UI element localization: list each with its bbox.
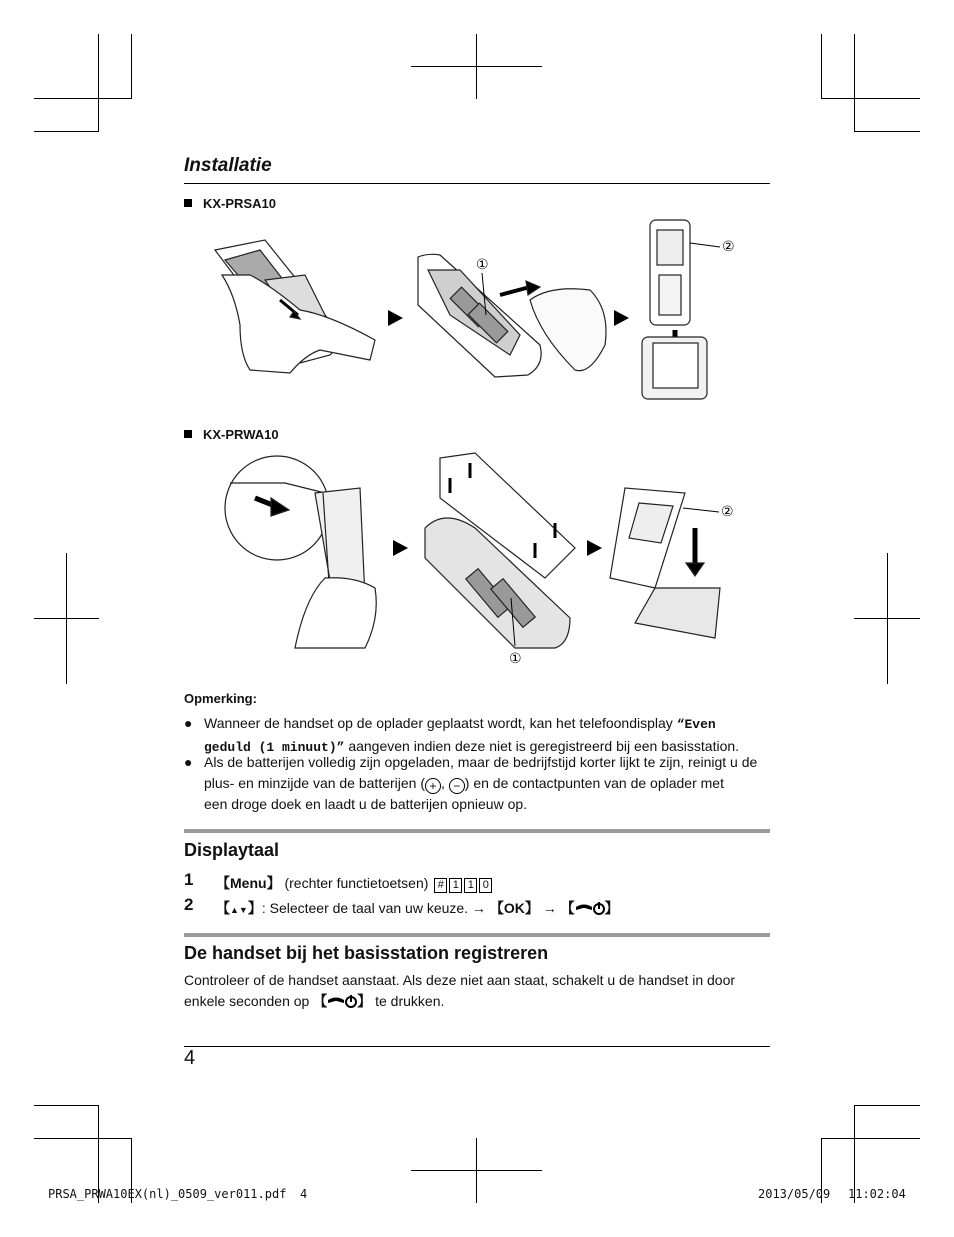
prwa10-installation-illustration bbox=[215, 448, 735, 668]
ok-key-label: OK bbox=[503, 900, 525, 916]
footer-page: 4 bbox=[300, 1187, 308, 1201]
menu-key-label: Menu bbox=[230, 875, 267, 891]
display-message: geduld (1 minuut)” bbox=[204, 739, 345, 755]
hand-cover-removal-image bbox=[225, 456, 376, 648]
paragraph-text: te drukken. bbox=[371, 992, 445, 1009]
battery-compartment-image bbox=[418, 254, 606, 377]
bullet-text: Wanneer de handset op de oplader geplaatst wordt, kan het telefoondisplay bbox=[204, 715, 677, 731]
section-divider bbox=[184, 829, 770, 833]
one-key: 1 bbox=[449, 878, 462, 893]
paragraph-text: enkele seconden op bbox=[184, 992, 314, 1009]
step-text: 【▲▼】: Selecteer de taal van uw keuze. → 【OK】 → 【 】 bbox=[216, 900, 619, 916]
arrow-icon: → bbox=[471, 900, 486, 916]
model-label-prsa10 bbox=[184, 196, 276, 211]
section-divider bbox=[184, 933, 770, 937]
section-header: Installatie bbox=[184, 155, 272, 176]
model-label-prwa10 bbox=[184, 427, 279, 442]
register-paragraph: Controleer of de handset aanstaat. Als deze niet aan staat, schakelt u de handset in door enkele seconden op 【 】 te drukken. bbox=[184, 972, 736, 1009]
register-title: De handset bij het basisstation registreren bbox=[184, 943, 549, 963]
off-power-key-icon bbox=[327, 994, 357, 1008]
footer-rule bbox=[184, 1046, 770, 1047]
bullet-text: aangeven indien deze niet is geregistreerd bij een basisstation. bbox=[344, 737, 740, 754]
minus-icon: − bbox=[449, 778, 465, 794]
step-arrow-icon bbox=[614, 310, 629, 326]
page-number: 4 bbox=[184, 1047, 196, 1069]
step-number: 2 bbox=[184, 895, 194, 914]
hand-cover-removal-image bbox=[215, 240, 375, 373]
model-label-text: KX-PRSA10 bbox=[203, 196, 276, 211]
callout-two: ② bbox=[721, 504, 734, 520]
step-arrow-icon bbox=[587, 540, 602, 556]
footer-date: 2013/05/09 bbox=[758, 1187, 831, 1201]
handset-charger-image bbox=[642, 220, 707, 399]
note-bullet: ● Als de batterijen volledig zijn opgeladen, maar de bedrijfstijd korter lijkt te zijn, reinigt u de plus- en minzijde van de batterijen ( + , − ) en de contactpunten van de oplader met een droge doek en laadt u de batterijen opnieuw op. bbox=[184, 754, 758, 812]
step-description: (rechter functietoetsen) bbox=[280, 875, 433, 891]
step-text: 【Menu】 (rechter functietoetsen) # 1 1 0 bbox=[216, 873, 492, 893]
display-message: “Even bbox=[676, 717, 716, 732]
step-number: 1 bbox=[184, 870, 194, 889]
model-label-text: KX-PRWA10 bbox=[203, 427, 279, 442]
callout-one: ① bbox=[476, 257, 489, 273]
bullet-icon: ● bbox=[184, 754, 193, 770]
prsa10-installation-illustration bbox=[210, 215, 735, 405]
off-power-key-icon bbox=[575, 901, 605, 915]
footer-filename: PRSA_PRWA10EX(nl)_0509_ver011.pdf bbox=[48, 1187, 287, 1201]
callout-one: ① bbox=[509, 651, 522, 667]
hash-key: # bbox=[434, 878, 447, 893]
navigator-key-icon: ▲▼ bbox=[230, 905, 248, 915]
battery-compartment-image bbox=[425, 453, 575, 648]
step-arrow-icon bbox=[388, 310, 403, 326]
bullet-text: ) en de contactpunten van de oplader met bbox=[464, 774, 724, 791]
bullet-text: plus- en minzijde van de batterijen ( bbox=[204, 774, 426, 791]
bullet-text: een droge doek en laadt u de batterijen opnieuw op. bbox=[204, 795, 528, 812]
one-key: 1 bbox=[464, 878, 477, 893]
header-rule bbox=[184, 183, 770, 184]
step-arrow-icon bbox=[393, 540, 408, 556]
bullet-icon: ● bbox=[184, 715, 193, 731]
displaytaal-title: Displaytaal bbox=[184, 840, 280, 860]
arrow-icon: → bbox=[542, 900, 557, 916]
bullet-text: Als de batterijen volledig zijn opgeladen, maar de bedrijfstijd korter lijkt te zijn, reinigt u de bbox=[204, 754, 758, 770]
note-title: Opmerking: bbox=[184, 691, 257, 706]
paragraph-text: Controleer of de handset aanstaat. Als deze niet aan staat, schakelt u de handset in door bbox=[184, 972, 736, 988]
plus-icon: + bbox=[425, 778, 441, 794]
step-description: : Selecteer de taal van uw keuze. bbox=[261, 900, 472, 916]
zero-key: 0 bbox=[479, 878, 492, 893]
footer-time: 11:02:04 bbox=[848, 1187, 906, 1201]
callout-two: ② bbox=[722, 239, 735, 255]
